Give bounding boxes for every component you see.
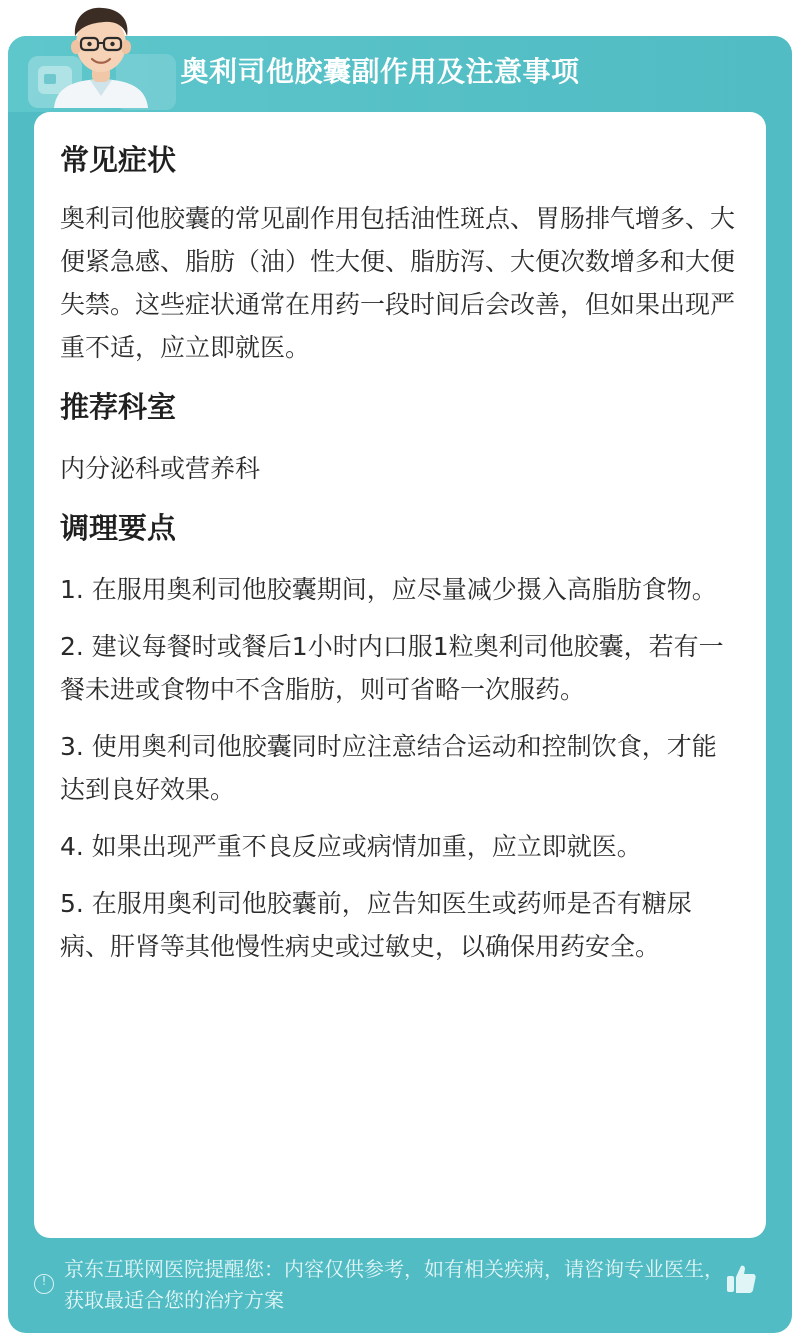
thumbs-up-icon[interactable] [724,1262,758,1296]
disclaimer-footer [34,1254,724,1316]
list-item: 4. 如果出现严重不良反应或病情加重，应立即就医。 [60,832,642,861]
list-item: 3. 使用奥利司他胶囊同时应注意结合运动和控制饮食，才能达到良好效果。 [60,732,717,804]
section-department [60,387,740,490]
section-paragraph: 内分泌科或营养科 [60,454,261,483]
list-item: 2. 建议每餐时或餐后1小时内口服1粒奥利司他胶囊，若有一餐未进或食物中不含脂肪，则可省略一次服药。 [60,632,724,704]
disclaimer-text: 京东互联网医院提醒您：内容仅供参考，如有相关疾病，请咨询专业医生，获取最适合您的治疗方案 [64,1257,724,1312]
doctor-avatar [46,0,156,108]
article-content [60,136,740,968]
info-icon [34,1274,54,1294]
section-paragraph: 奥利司他胶囊的常见副作用包括油性斑点、胃肠排气增多、大便紧急感、脂肪（油）性大便、脂肪泻、大便次数增多和大便失禁。这些症状通常在用药一段时间后会改善，但如果出现严重不适，应立即就医。 [60,204,736,362]
section-heading: 推荐科室 [60,390,177,424]
content-card [34,112,766,1238]
list-item: 5. 在服用奥利司他胶囊前，应告知医生或药师是否有糖尿病、肝肾等其他慢性病史或过敏史，以确保用药安全。 [60,889,692,961]
section-care-points [60,508,740,968]
article-frame [8,36,792,1333]
page-title: 奥利司他胶囊副作用及注意事项 [180,55,580,88]
list-item: 1. 在服用奥利司他胶囊期间，应尽量减少摄入高脂肪食物。 [60,575,717,604]
section-symptoms [60,140,740,369]
section-heading: 常见症状 [60,143,177,177]
section-heading: 调理要点 [60,511,177,545]
